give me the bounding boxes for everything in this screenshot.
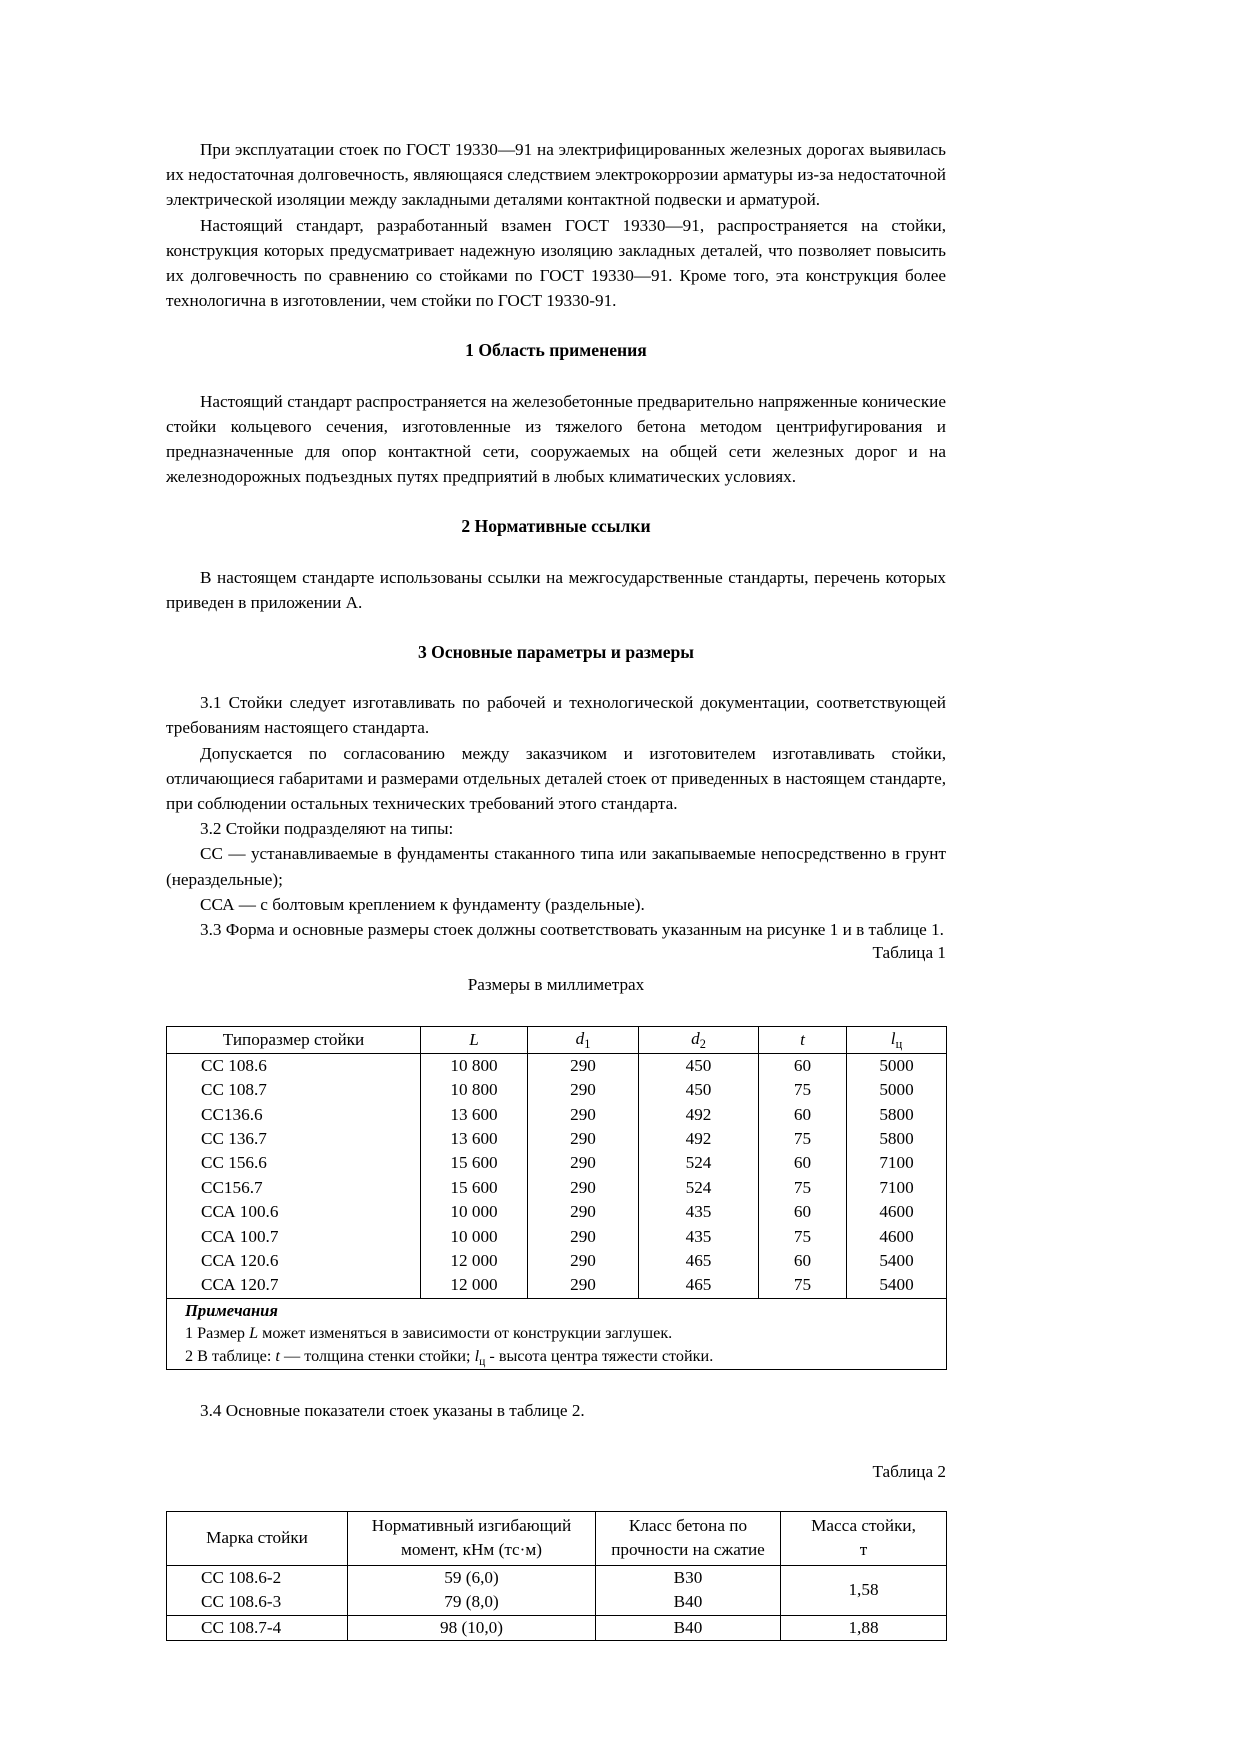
- table-1-body: [167, 1053, 947, 1298]
- document-page: [166, 0, 946, 1641]
- table-2-cell-value: 1,88: [781, 1615, 947, 1640]
- section-2-heading: 2 Нормативные ссылки: [461, 516, 651, 537]
- table-2-body: [167, 1565, 947, 1640]
- table-1-cell-value: 12 000: [421, 1249, 528, 1273]
- table-1-cell-value: 492: [639, 1103, 759, 1127]
- table-1-notes: [167, 1298, 947, 1369]
- table-1-cell-value: 7100: [847, 1151, 947, 1175]
- table-2: [166, 1511, 947, 1641]
- table-1-cell-value: 290: [528, 1176, 639, 1200]
- table-1-cell-typesize: СС 108.7: [167, 1078, 421, 1102]
- table-1-cell-value: 5800: [847, 1103, 947, 1127]
- table-1-cell-value: 524: [639, 1151, 759, 1175]
- table-row: [167, 1127, 947, 1151]
- table-1-cell-typesize: ССА 100.6: [167, 1200, 421, 1224]
- table-row: [167, 1053, 947, 1078]
- table-1-cell-value: 75: [759, 1127, 847, 1151]
- table-1-cell-value: 5400: [847, 1273, 947, 1298]
- table-2-header-row: [167, 1511, 947, 1565]
- table-1-cell-value: 465: [639, 1273, 759, 1298]
- table-1-cell-value: 290: [528, 1103, 639, 1127]
- table-1-cell-value: 435: [639, 1225, 759, 1249]
- table-1-cell-typesize: СС 156.6: [167, 1151, 421, 1175]
- table-1-col-lc: $l_ц$: [847, 1027, 947, 1053]
- table-row: [167, 1615, 947, 1640]
- table-2-cell-brand: СС 108.6-3: [167, 1590, 348, 1615]
- table-1-cell-value: 75: [759, 1176, 847, 1200]
- table-1: [166, 1026, 947, 1369]
- table-row: [167, 1103, 947, 1127]
- table-1-cell-value: 465: [639, 1249, 759, 1273]
- table-1-cell-value: 7100: [847, 1176, 947, 1200]
- table-1-cell-value: 492: [639, 1127, 759, 1151]
- table-row: [167, 1249, 947, 1273]
- table-2-cell-value: 98 (10,0): [348, 1615, 596, 1640]
- table-1-cell-value: 13 600: [421, 1127, 528, 1151]
- table-2-cell-value: 59 (6,0): [348, 1565, 596, 1590]
- table-1-cell-value: 290: [528, 1078, 639, 1102]
- clause-3-2-type-ss: СС — устанавливаемые в фундаменты стаканного типа или закапываемые непосредственно в грунт (нераздельные);: [166, 844, 946, 889]
- clause-3-3: 3.3 Форма и основные размеры стоек должны соответствовать указанным на рисунке 1 и в таблице 1.: [200, 920, 944, 940]
- table-1-cell-typesize: СС 108.6: [167, 1053, 421, 1078]
- table-1-cell-value: 5800: [847, 1127, 947, 1151]
- table-row: [167, 1200, 947, 1224]
- table-2-col-concrete: Класс бетона по прочности на сжатие: [596, 1511, 781, 1565]
- table-1-cell-typesize: СС156.7: [167, 1176, 421, 1200]
- clause-3-1: 3.1 Стойки следует изготавливать по рабочей и технологической документации, соответствующей требованиям настоящего стандарта.: [166, 693, 946, 738]
- table-2-cell-brand: СС 108.7-4: [167, 1615, 348, 1640]
- table-1-note-2: 2 В таблице: t — толщина стенки стойки; $l_ц$ - высота центра тяжести стойки.: [185, 1346, 714, 1368]
- table-1-units: Размеры в миллиметрах: [467, 975, 645, 995]
- table-1-cell-value: 10 800: [421, 1053, 528, 1078]
- table-1-cell-value: 290: [528, 1249, 639, 1273]
- table-1-cell-value: 435: [639, 1200, 759, 1224]
- table-2-caption: Таблица 2: [872, 1461, 946, 1481]
- table-1-cell-value: 450: [639, 1078, 759, 1102]
- section-2-paragraph: В настоящем стандарте использованы ссылки на межгосударственные стандарты, перечень которых приведен в приложении А.: [166, 567, 946, 612]
- section-3-heading: 3 Основные параметры и размеры: [417, 642, 695, 663]
- section-1-paragraph: Настоящий стандарт распространяется на железобетонные предварительно напряженные конические стойки кольцевого сечения, изготовленные из тяжелого бетона методом центрифугирования и предназначенные для опор контактной сети, сооружаемых на общей сети железных дорог и на железнодорожных подъездных путях предприятий в любых климатических условиях.: [166, 391, 946, 487]
- table-1-cell-value: 524: [639, 1176, 759, 1200]
- table-1-cell-value: 13 600: [421, 1103, 528, 1127]
- table-1-cell-value: 4600: [847, 1225, 947, 1249]
- table-1-col-t: t: [759, 1027, 847, 1053]
- table-row: [167, 1078, 947, 1102]
- table-1-cell-value: 60: [759, 1200, 847, 1224]
- table-1-cell-value: 290: [528, 1127, 639, 1151]
- table-1-cell-value: 5400: [847, 1249, 947, 1273]
- table-1-cell-value: 10 000: [421, 1225, 528, 1249]
- table-row: [167, 1225, 947, 1249]
- table-1-cell-typesize: ССА 120.7: [167, 1273, 421, 1298]
- clause-3-2: 3.2 Стойки подразделяют на типы:: [200, 819, 454, 839]
- table-1-cell-value: 60: [759, 1151, 847, 1175]
- table-1-cell-value: 290: [528, 1200, 639, 1224]
- table-1-cell-value: 5000: [847, 1078, 947, 1102]
- table-1-cell-typesize: СС136.6: [167, 1103, 421, 1127]
- table-1-cell-value: 290: [528, 1273, 639, 1298]
- table-row: [167, 1273, 947, 1298]
- table-1-caption: Таблица 1: [872, 943, 946, 963]
- table-1-col-d1: $d_1$: [528, 1027, 639, 1053]
- table-1-cell-typesize: ССА 120.6: [167, 1249, 421, 1273]
- table-1-cell-value: 60: [759, 1249, 847, 1273]
- table-2-cell-value: В40: [596, 1615, 781, 1640]
- table-1-notes-title: Примечания: [185, 1300, 278, 1320]
- table-1-cell-value: 15 600: [421, 1176, 528, 1200]
- table-2-cell-value: В40: [596, 1590, 781, 1615]
- table-2-col-mass: Масса стойки, т: [781, 1511, 947, 1565]
- clause-3-4: 3.4 Основные показатели стоек указаны в таблице 2.: [200, 1400, 585, 1420]
- table-row: [167, 1565, 947, 1590]
- table-1-cell-value: 15 600: [421, 1151, 528, 1175]
- table-1-cell-typesize: ССА 100.7: [167, 1225, 421, 1249]
- table-1-cell-value: 12 000: [421, 1273, 528, 1298]
- table-1-cell-value: 75: [759, 1273, 847, 1298]
- table-2-col-moment: Нормативный изгибающий момент, кНм (тс·м): [348, 1511, 596, 1565]
- section-1-heading: 1 Область применения: [465, 340, 647, 361]
- table-1-header-row: [167, 1027, 947, 1053]
- table-1-cell-value: 75: [759, 1225, 847, 1249]
- table-1-cell-value: 75: [759, 1078, 847, 1102]
- clause-3-1-note: Допускается по согласованию между заказчиком и изготовителем изготавливать стойки, отличающиеся габаритами и размерами отдельных деталей стоек от приведенных в настоящем стандарте, при соблюдении остальных технических требований этого стандарта.: [166, 743, 946, 814]
- table-1-col-typesize: Типоразмер стойки: [167, 1027, 421, 1053]
- table-1-cell-value: 60: [759, 1103, 847, 1127]
- table-row: [167, 1176, 947, 1200]
- table-1-cell-value: 450: [639, 1053, 759, 1078]
- table-1-cell-value: 60: [759, 1053, 847, 1078]
- table-1-cell-value: 4600: [847, 1200, 947, 1224]
- table-1-cell-value: 10 800: [421, 1078, 528, 1102]
- table-1-note-1: 1 Размер L может изменяться в зависимости от конструкции заглушек.: [185, 1323, 673, 1342]
- table-1-cell-value: 290: [528, 1053, 639, 1078]
- table-1-col-L: L: [421, 1027, 528, 1053]
- table-1-cell-value: 290: [528, 1151, 639, 1175]
- intro-paragraph-2: Настоящий стандарт, разработанный взамен ГОСТ 19330—91, распространяется на стойки, конструкция которых предусматривает надежную изоляцию закладных деталей, что позволяет повысить их долговечность по сравнению со стойками по ГОСТ 19330—91. Кроме того, эта конструкция более технологична в изготовлении, чем стойки по ГОСТ 19330-91.: [166, 215, 946, 311]
- table-1-cell-value: 290: [528, 1225, 639, 1249]
- table-2-cell-value: 1,58: [781, 1565, 947, 1615]
- table-1-col-d2: $d_2$: [639, 1027, 759, 1053]
- table-2-col-brand: Марка стойки: [167, 1511, 348, 1565]
- table-2-cell-value: 79 (8,0): [348, 1590, 596, 1615]
- table-1-cell-value: 10 000: [421, 1200, 528, 1224]
- table-2-cell-brand: СС 108.6-2: [167, 1565, 348, 1590]
- table-1-cell-typesize: СС 136.7: [167, 1127, 421, 1151]
- table-row: [167, 1151, 947, 1175]
- table-1-cell-value: 5000: [847, 1053, 947, 1078]
- clause-3-2-type-ssa: ССА — с болтовым креплением к фундаменту (раздельные).: [200, 894, 645, 914]
- table-2-cell-value: В30: [596, 1565, 781, 1590]
- intro-paragraph-1: При эксплуатации стоек по ГОСТ 19330—91 на электрифицированных железных дорогах выявилась их недостаточная долговечность, являющаяся следствием электрокоррозии арматуры из-за недостаточной электрической изоляции между закладными деталями контактной подвески и арматурой.: [166, 140, 946, 210]
